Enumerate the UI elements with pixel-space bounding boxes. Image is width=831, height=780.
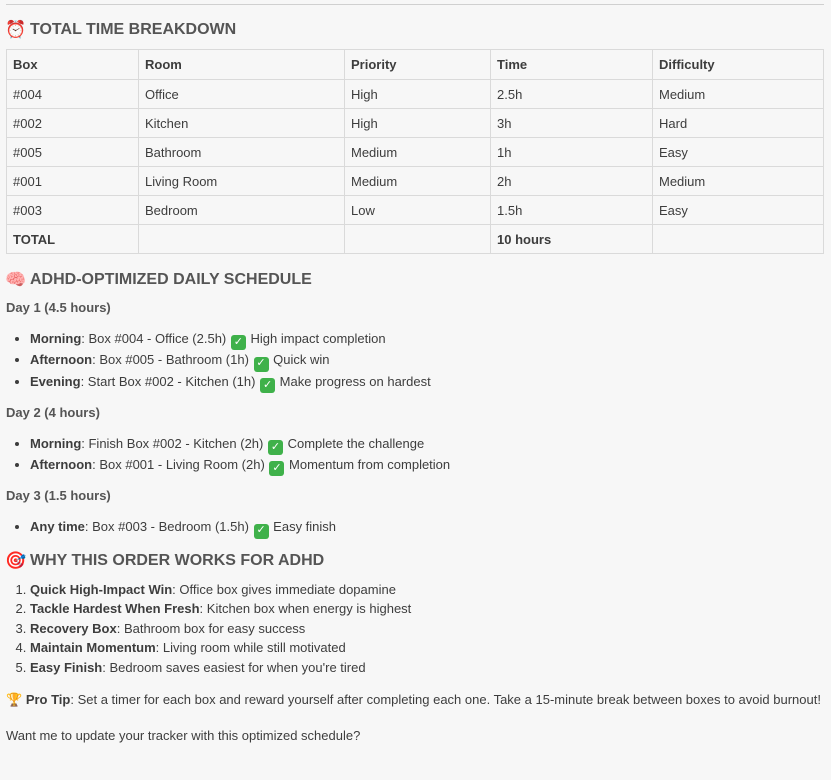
table-cell: #001 xyxy=(7,167,139,196)
check-mark-icon: ✓ xyxy=(231,335,246,350)
day-schedule-list xyxy=(6,517,824,538)
table-cell: Kitchen xyxy=(139,109,345,138)
column-header: Box xyxy=(7,50,139,80)
table-cell: Hard xyxy=(653,109,824,138)
trophy-icon: 🏆 xyxy=(6,692,23,707)
list-item: • Afternoon: Box #005 - Bathroom (1h) ✓ Quick win xyxy=(30,350,824,371)
table-row xyxy=(7,109,824,138)
divider xyxy=(6,4,824,5)
check-mark-icon: ✓ xyxy=(269,461,284,476)
table-cell: High xyxy=(345,80,491,109)
table-header-row xyxy=(7,50,824,80)
table-cell: High xyxy=(345,109,491,138)
table-cell: Medium xyxy=(653,80,824,109)
list-item: 1. Quick High-Impact Win: Office box gives immediate dopamine xyxy=(30,580,824,600)
table-cell xyxy=(653,225,824,254)
schedule-heading: 🧠 ADHD-OPTIMIZED DAILY SCHEDULE xyxy=(5,270,312,289)
list-item: 3. Recovery Box: Bathroom box for easy success xyxy=(30,619,824,639)
table-row xyxy=(7,80,824,109)
table-cell: #002 xyxy=(7,109,139,138)
pro-tip: 🏆 Pro Tip: Set a timer for each box and reward yourself after completing each one. Take a 15-minute break between boxes to avoid burnout! xyxy=(6,692,821,707)
check-mark-icon: ✓ xyxy=(254,524,269,539)
table-cell: Office xyxy=(139,80,345,109)
table-row xyxy=(7,167,824,196)
check-mark-icon: ✓ xyxy=(254,357,269,372)
column-header: Room xyxy=(139,50,345,80)
table-cell xyxy=(139,225,345,254)
alarm-clock-icon: ⏰ xyxy=(5,20,27,39)
list-item: • Morning: Finish Box #002 - Kitchen (2h) ✓ Complete the challenge xyxy=(30,434,824,455)
list-item: • Afternoon: Box #001 - Living Room (2h) ✓ Momentum from completion xyxy=(30,455,824,476)
table-cell: TOTAL xyxy=(7,225,139,254)
table-cell: 2h xyxy=(491,167,653,196)
list-item: • Any time: Box #003 - Bedroom (1.5h) ✓ Easy finish xyxy=(30,517,824,538)
column-header: Priority xyxy=(345,50,491,80)
day-title: Day 1 (4.5 hours) xyxy=(6,300,111,315)
table-cell: Medium xyxy=(345,167,491,196)
table-cell: #005 xyxy=(7,138,139,167)
table-cell: Low xyxy=(345,196,491,225)
table-cell: 3h xyxy=(491,109,653,138)
table-cell: Living Room xyxy=(139,167,345,196)
day-title: Day 3 (1.5 hours) xyxy=(6,488,111,504)
check-mark-icon: ✓ xyxy=(268,440,283,455)
table-cell: Bathroom xyxy=(139,138,345,167)
table-cell: Bedroom xyxy=(139,196,345,225)
table-cell: 10 hours xyxy=(491,225,653,254)
time-breakdown-heading: ⏰ TOTAL TIME BREAKDOWN xyxy=(5,20,237,39)
table-row xyxy=(7,138,824,167)
message-content xyxy=(0,4,831,745)
time-breakdown-table xyxy=(6,49,824,254)
table-cell: Medium xyxy=(345,138,491,167)
list-item: 2. Tackle Hardest When Fresh: Kitchen box when energy is highest xyxy=(30,599,824,619)
table-cell: #004 xyxy=(7,80,139,109)
list-item: 5. Easy Finish: Bedroom saves easiest for when you're tired xyxy=(30,658,824,678)
check-mark-icon: ✓ xyxy=(260,378,275,393)
target-icon: 🎯 xyxy=(5,550,27,570)
table-cell: Easy xyxy=(653,138,824,167)
column-header: Time xyxy=(491,50,653,80)
reasons-list xyxy=(6,580,824,678)
list-item: 4. Maintain Momentum: Living room while still motivated xyxy=(30,638,824,658)
brain-icon: 🧠 xyxy=(5,270,27,289)
why-heading: 🎯 WHY THIS ORDER WORKS FOR ADHD xyxy=(5,550,325,570)
table-cell: 1h xyxy=(491,138,653,167)
follow-up-question: Want me to update your tracker with this optimized schedule? xyxy=(6,728,361,743)
table-cell: #003 xyxy=(7,196,139,225)
table-cell: Easy xyxy=(653,196,824,225)
table-cell: Medium xyxy=(653,167,824,196)
day-title: Day 2 (4 hours) xyxy=(6,404,100,420)
table-cell: 2.5h xyxy=(491,80,653,109)
list-item: • Morning: Box #004 - Office (2.5h) ✓ High impact completion xyxy=(30,329,824,350)
column-header: Difficulty xyxy=(653,50,824,80)
table-row xyxy=(7,196,824,225)
table-cell: 1.5h xyxy=(491,196,653,225)
total-row xyxy=(7,225,824,254)
list-item: • Evening: Start Box #002 - Kitchen (1h) ✓ Make progress on hardest xyxy=(30,372,824,393)
table-cell xyxy=(345,225,491,254)
day-schedule-list xyxy=(6,329,824,393)
day-schedule-list xyxy=(6,434,824,477)
